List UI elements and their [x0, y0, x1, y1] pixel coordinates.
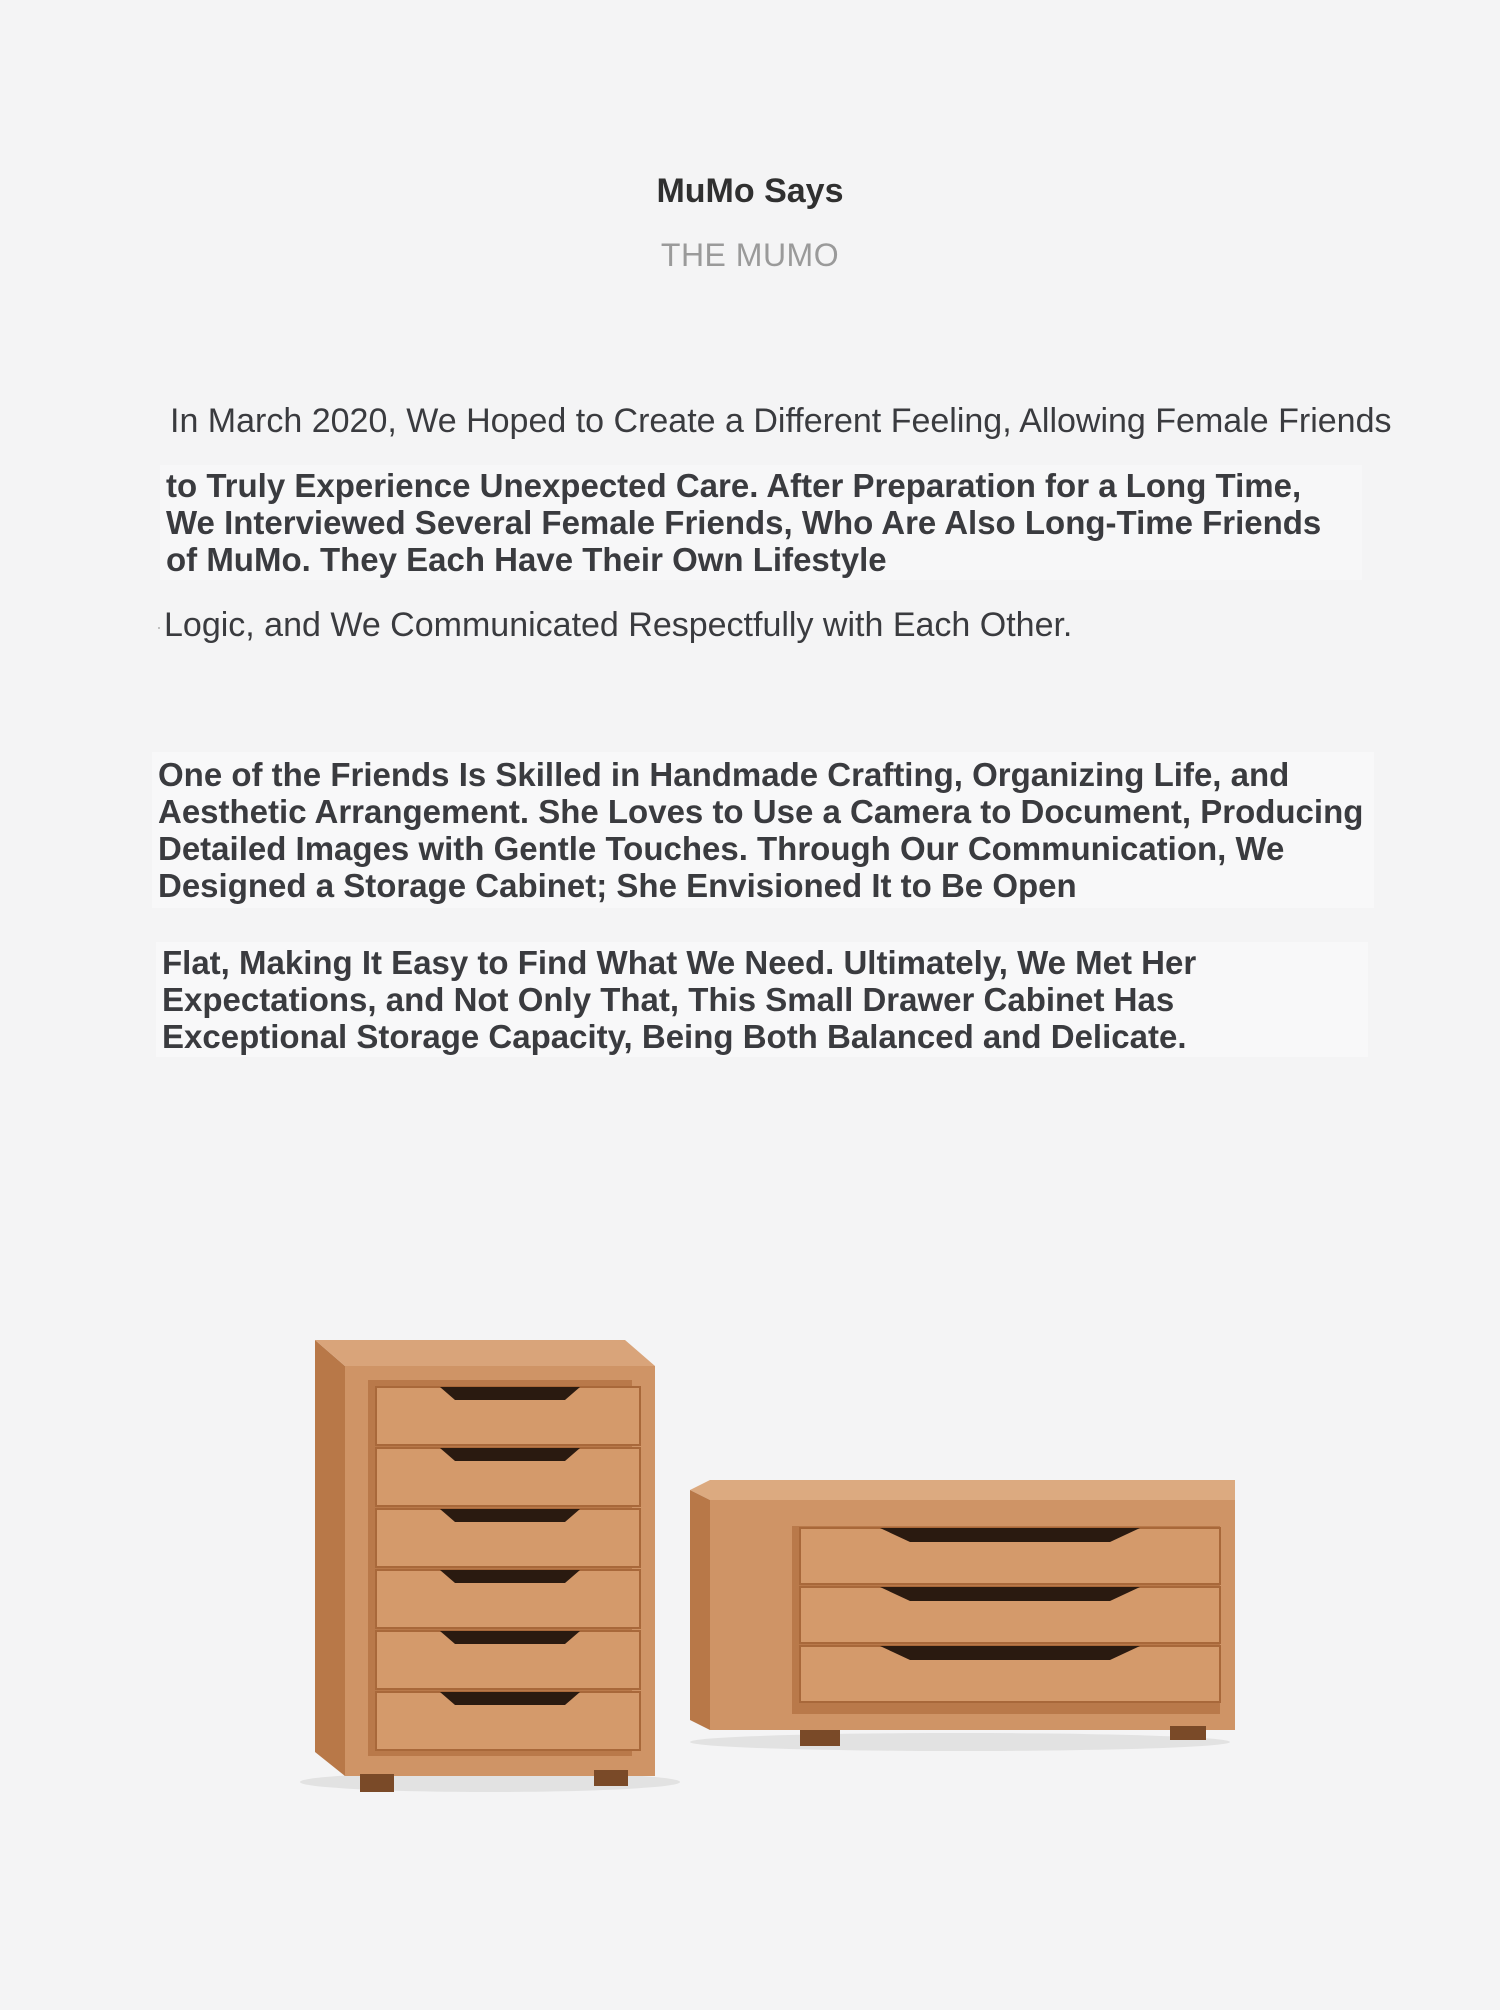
paragraph-logic-text: Logic, and We Communicated Respectfully with Each Other.: [164, 606, 1073, 644]
page-subtitle: THE MUMO: [660, 237, 840, 273]
paragraph-logic: [156, 606, 1072, 645]
product-photo: [0, 1290, 1500, 1830]
flat-drawer-cabinet: [690, 1480, 1235, 1751]
tall-drawer-cabinet: [300, 1340, 680, 1792]
page-title: MuMo Says: [656, 172, 844, 210]
bullet-mark: ·: [156, 616, 162, 637]
paragraph-cabinet: Flat, Making It Easy to Find What We Need. Ultimately, We Met Her Expectations, and Not Only That, This Small Drawer Cabinet Has Exceptional Storage Capacity, Being Both Balanced and Delicate.: [156, 942, 1368, 1057]
paragraph-intro: In March 2020, We Hoped to Create a Different Feeling, Allowing Female Friends: [170, 402, 1392, 440]
paragraph-friend: One of the Friends Is Skilled in Handmade Crafting, Organizing Life, and Aesthetic Arrangement. She Loves to Use a Camera to Document, Producing Detailed Images with Gentle Touches. Through Our Communication, We Designed a Storage Cabinet; She Envisioned It to Be Open: [152, 752, 1374, 908]
paragraph-interview: to Truly Experience Unexpected Care. After Preparation for a Long Time, We Interviewed Several Female Friends, Who Are Also Long-Time Friends of MuMo. They Each Have Their Own Lifestyle: [160, 465, 1362, 580]
